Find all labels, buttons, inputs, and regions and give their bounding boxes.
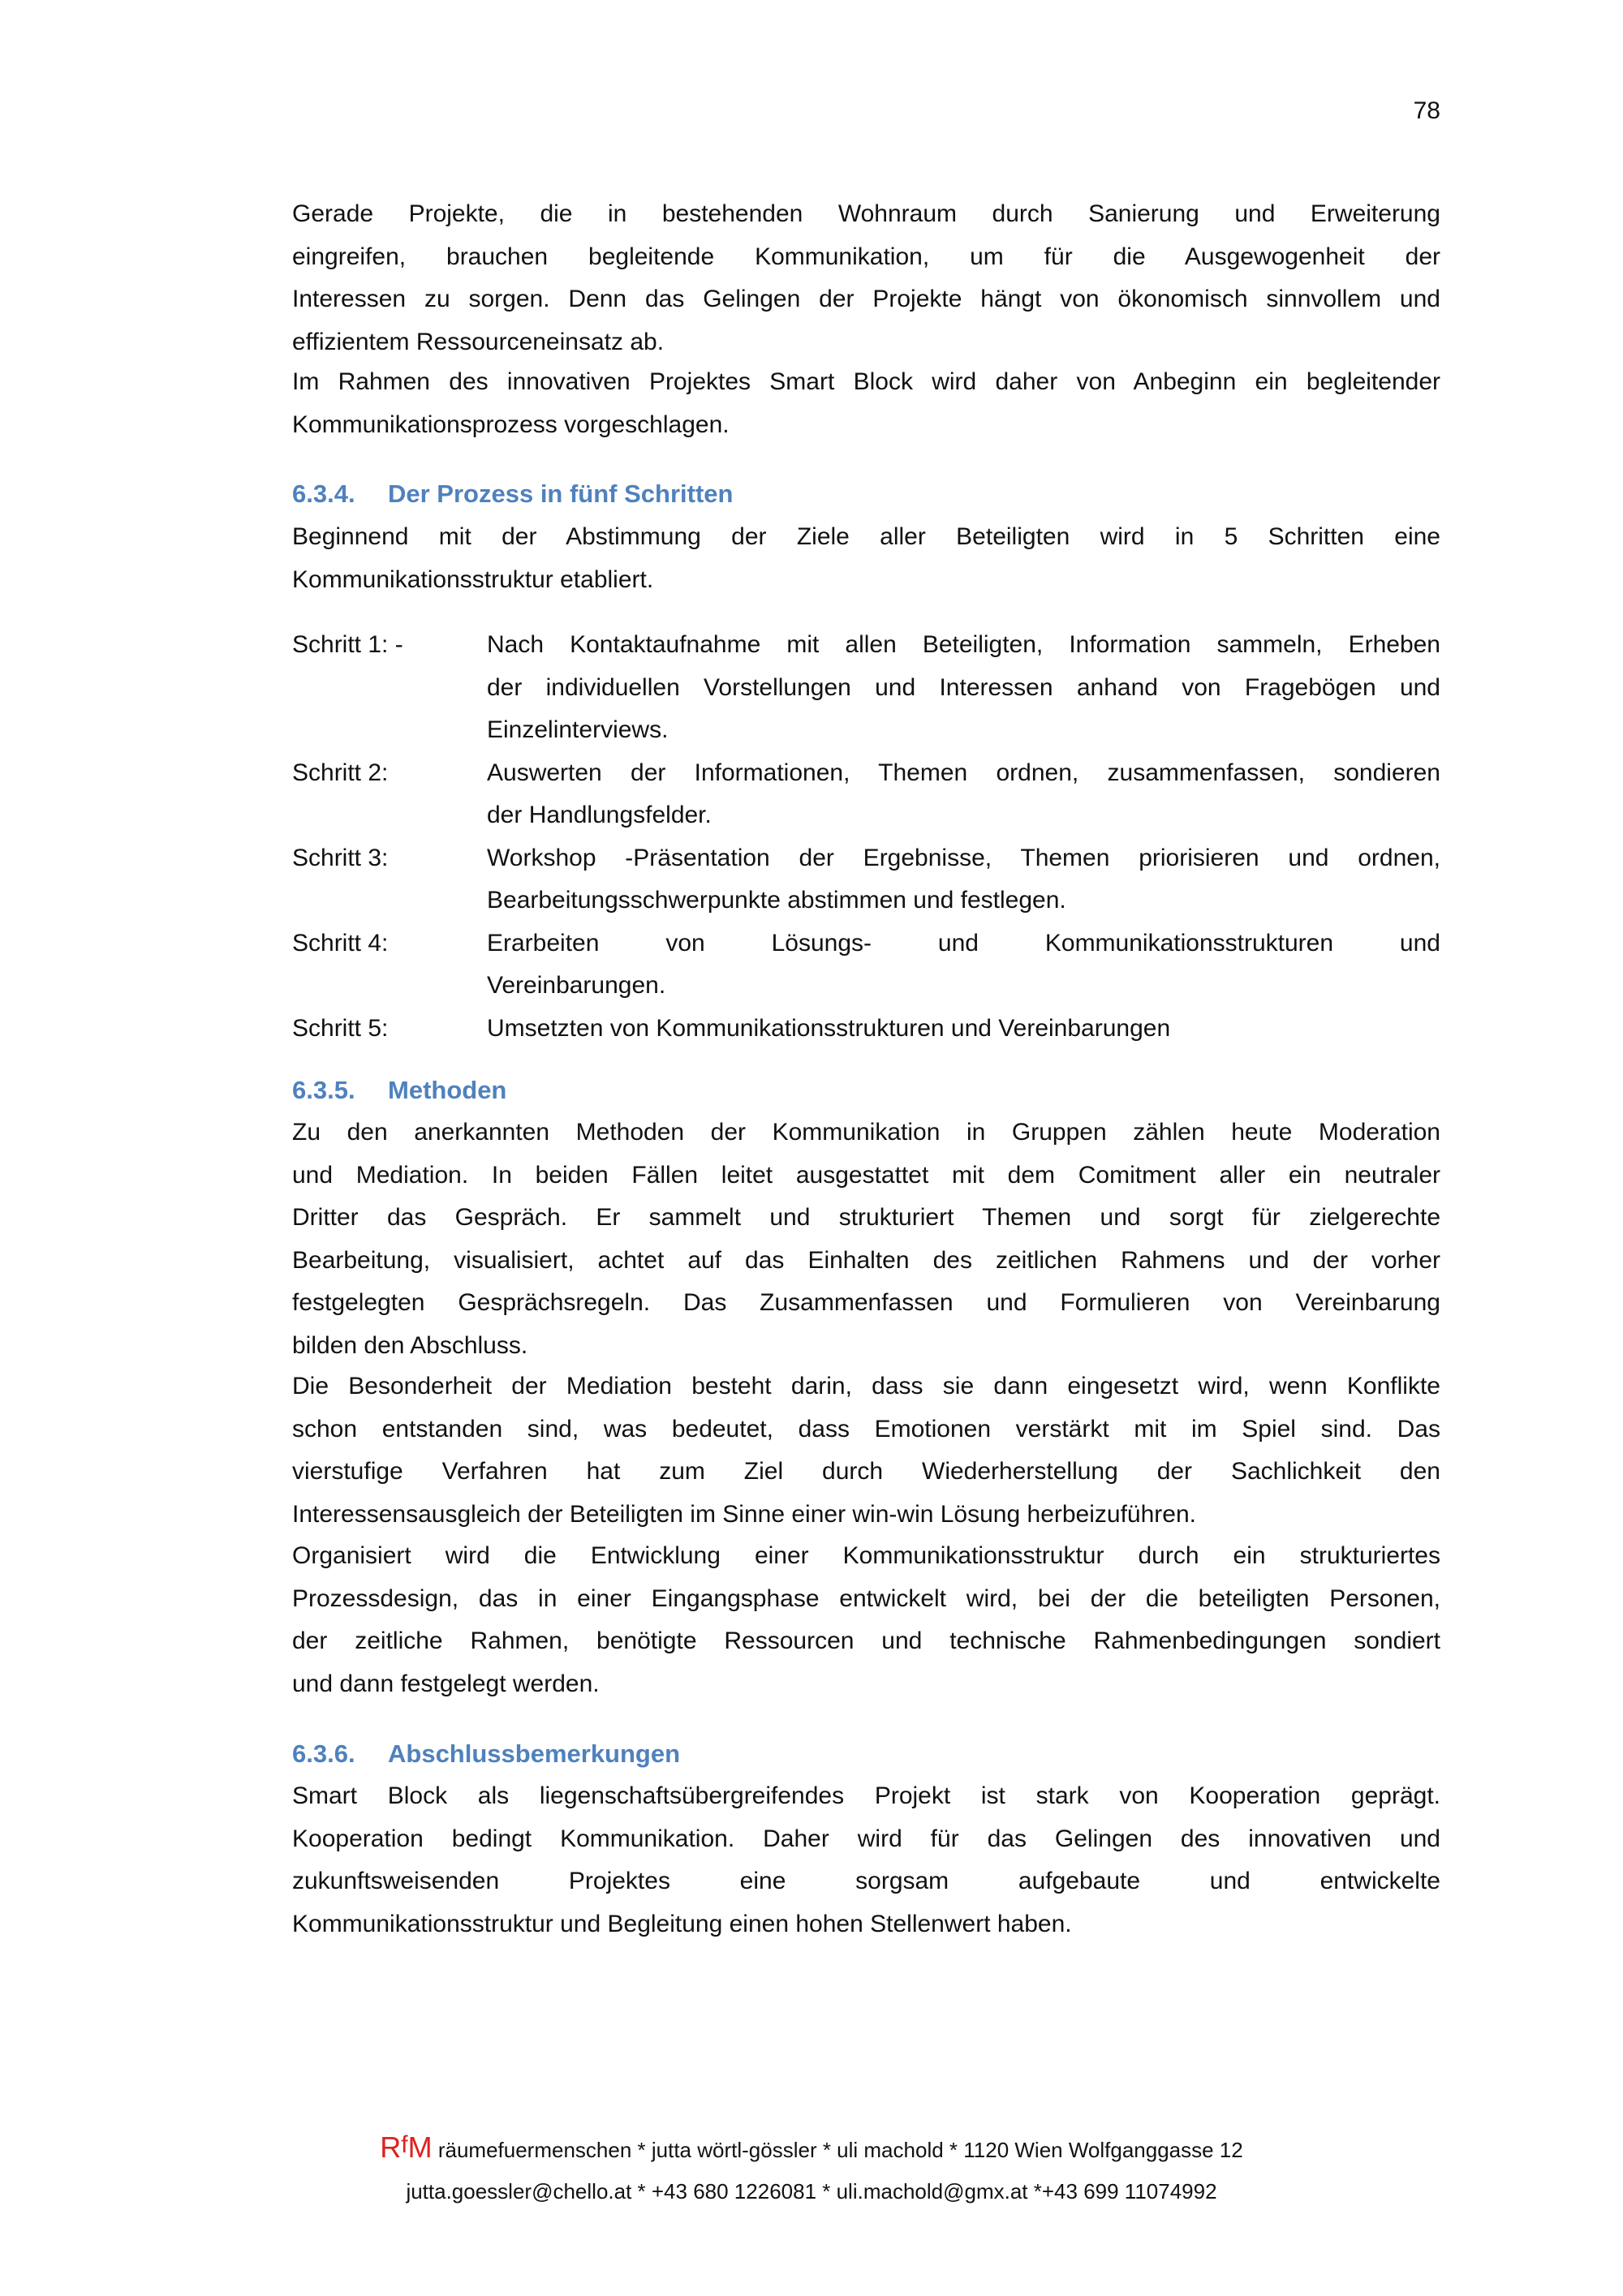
- step-item: [292, 837, 1440, 922]
- text-line: bilden den Abschluss.: [292, 1331, 528, 1359]
- text-line: Beginnend mit der Abstimmung der Ziele aller Beteiligten wird in 5 Schritten eine: [292, 523, 1440, 550]
- text-line: Auswerten der Informationen, Themen ordnen, zusammenfassen, sondieren: [487, 759, 1440, 786]
- step-item: [292, 624, 1440, 752]
- step-label: Schritt 2:: [292, 759, 389, 786]
- text-line: zukunftsweisenden Projektes eine sorgsam aufgebaute und entwickelte: [292, 1868, 1440, 1894]
- text-line: Workshop -Präsentation der Ergebnisse, Themen priorisieren und ordnen,: [487, 844, 1440, 871]
- step-label: Schritt 4:: [292, 929, 389, 957]
- text-line: Kommunikationsstruktur und Begleitung einen hohen Stellenwert haben.: [292, 1910, 1072, 1937]
- step-text: [487, 922, 1440, 1008]
- paragraph: [292, 1775, 1440, 1946]
- step-text: [487, 837, 1440, 922]
- steps-list: [292, 624, 1440, 1050]
- text-line: Smart Block als liegenschaftsübergreifendes Projekt ist stark von Kooperation geprägt.: [292, 1782, 1440, 1809]
- paragraph: [292, 516, 1440, 601]
- section-title: Abschlussbemerkungen: [388, 1739, 681, 1768]
- step-label: Schritt 1: -: [292, 631, 403, 658]
- paragraph: [292, 1365, 1440, 1536]
- page-number: 78: [1413, 97, 1440, 124]
- text-line: Einzelinterviews.: [487, 716, 669, 743]
- text-line: Kommunikationsprozess vorgeschlagen.: [292, 411, 730, 438]
- text-line: Zu den anerkannten Methoden der Kommunikation in Gruppen zählen heute Moderation: [292, 1119, 1440, 1146]
- section-heading: [292, 1733, 1440, 1776]
- text-line: und Mediation. In beiden Fällen leitet ausgestattet mit dem Comitment aller ein neutraler: [292, 1161, 1440, 1189]
- step-text: [487, 1008, 1440, 1051]
- text-line: Interessensausgleich der Beteiligten im Sinne einer win-win Lösung herbeizuführen.: [292, 1500, 1196, 1528]
- paragraph: [292, 193, 1440, 363]
- section-title: Der Prozess in fünf Schritten: [388, 479, 734, 508]
- section-heading: [292, 1069, 1440, 1112]
- text-line: Dritter das Gespräch. Er sammelt und strukturiert Themen und sorgt für zielgerechte: [292, 1204, 1440, 1231]
- text-line: Umsetzten von Kommunikationsstrukturen und Vereinbarungen: [487, 1014, 1171, 1042]
- step-item: [292, 1008, 1440, 1051]
- section-number: 6.3.4.: [292, 479, 355, 508]
- section-number: 6.3.5.: [292, 1076, 355, 1104]
- text-line: eingreifen, brauchen begleitende Kommunikation, um für die Ausgewogenheit der: [292, 243, 1440, 270]
- text-line: Vereinbarungen.: [487, 972, 666, 999]
- text-line: Bearbeitungsschwerpunkte abstimmen und festlegen.: [487, 887, 1066, 914]
- text-line: Gerade Projekte, die in bestehenden Wohnraum durch Sanierung und Erweiterung: [292, 200, 1440, 227]
- rfm-logo: $R^fM$: [380, 2130, 433, 2164]
- text-line: Kommunikationsstruktur etabliert.: [292, 565, 654, 593]
- text-line: Im Rahmen des innovativen Projektes Smart Block wird daher von Anbeginn ein begleitender: [292, 368, 1440, 395]
- text-line: Nach Kontaktaufnahme mit allen Beteiligten, Information sammeln, Erheben: [487, 631, 1440, 658]
- step-item: [292, 752, 1440, 837]
- text-line: Bearbeitung, visualisiert, achtet auf das Einhalten des zeitlichen Rahmens und der vorher: [292, 1246, 1440, 1274]
- text-line: Erarbeiten von Lösungs- und Kommunikationsstrukturen und: [487, 929, 1440, 957]
- step-text: [487, 752, 1440, 837]
- paragraph: [292, 361, 1440, 446]
- heading-text: [292, 473, 1440, 516]
- section-title: Methoden: [388, 1076, 507, 1104]
- footer-contact: jutta.goessler@chello.at * +43 680 1226081 * uli.machold@gmx.at *+43 699 11074992: [406, 2179, 1217, 2204]
- heading-text: [292, 1733, 1440, 1776]
- text-line: vierstufige Verfahren hat zum Ziel durch Wiederherstellung der Sachlichkeit den: [292, 1458, 1440, 1485]
- text-line: Prozessdesign, das in einer Eingangsphase entwickelt wird, bei der die beteiligten Personen,: [292, 1584, 1440, 1612]
- footer-line-1: [0, 2130, 1623, 2165]
- paragraph: [292, 1111, 1440, 1367]
- text-line: Kooperation bedingt Kommunikation. Daher wird für das Gelingen des innovativen und: [292, 1825, 1440, 1852]
- text-line: Interessen zu sorgen. Denn das Gelingen der Projekte hängt von ökonomisch sinnvollem und: [292, 286, 1440, 312]
- heading-text: [292, 1069, 1440, 1112]
- step-label: Schritt 5:: [292, 1014, 389, 1042]
- text-line: schon entstanden sind, was bedeutet, dass Emotionen verstärkt mit im Spiel sind. Das: [292, 1415, 1440, 1443]
- step-text: [487, 624, 1440, 752]
- text-line: der individuellen Vorstellungen und Interessen anhand von Fragebögen und: [487, 673, 1440, 701]
- section-number: 6.3.6.: [292, 1739, 355, 1768]
- text-line: effizientem Ressourceneinsatz ab.: [292, 328, 665, 355]
- footer-address: räumefuermenschen * jutta wörtl-gössler * uli machold * 1120 Wien Wolfganggasse 12: [437, 2138, 1243, 2162]
- text-line: Organisiert wird die Entwicklung einer Kommunikationsstruktur durch ein strukturiertes: [292, 1542, 1440, 1569]
- text-line: Die Besonderheit der Mediation besteht darin, dass sie dann eingesetzt wird, wenn Konflikte: [292, 1373, 1440, 1400]
- step-label: Schritt 3:: [292, 844, 389, 871]
- text-line: der zeitliche Rahmen, benötigte Ressourcen und technische Rahmenbedingungen sondiert: [292, 1627, 1440, 1654]
- section-heading: [292, 473, 1440, 516]
- step-item: [292, 922, 1440, 1008]
- paragraph: [292, 1535, 1440, 1705]
- text-line: festgelegten Gesprächsregeln. Das Zusammenfassen und Formulieren von Vereinbarung: [292, 1289, 1440, 1316]
- text-line: und dann festgelegt werden.: [292, 1670, 600, 1697]
- text-line: der Handlungsfelder.: [487, 802, 712, 828]
